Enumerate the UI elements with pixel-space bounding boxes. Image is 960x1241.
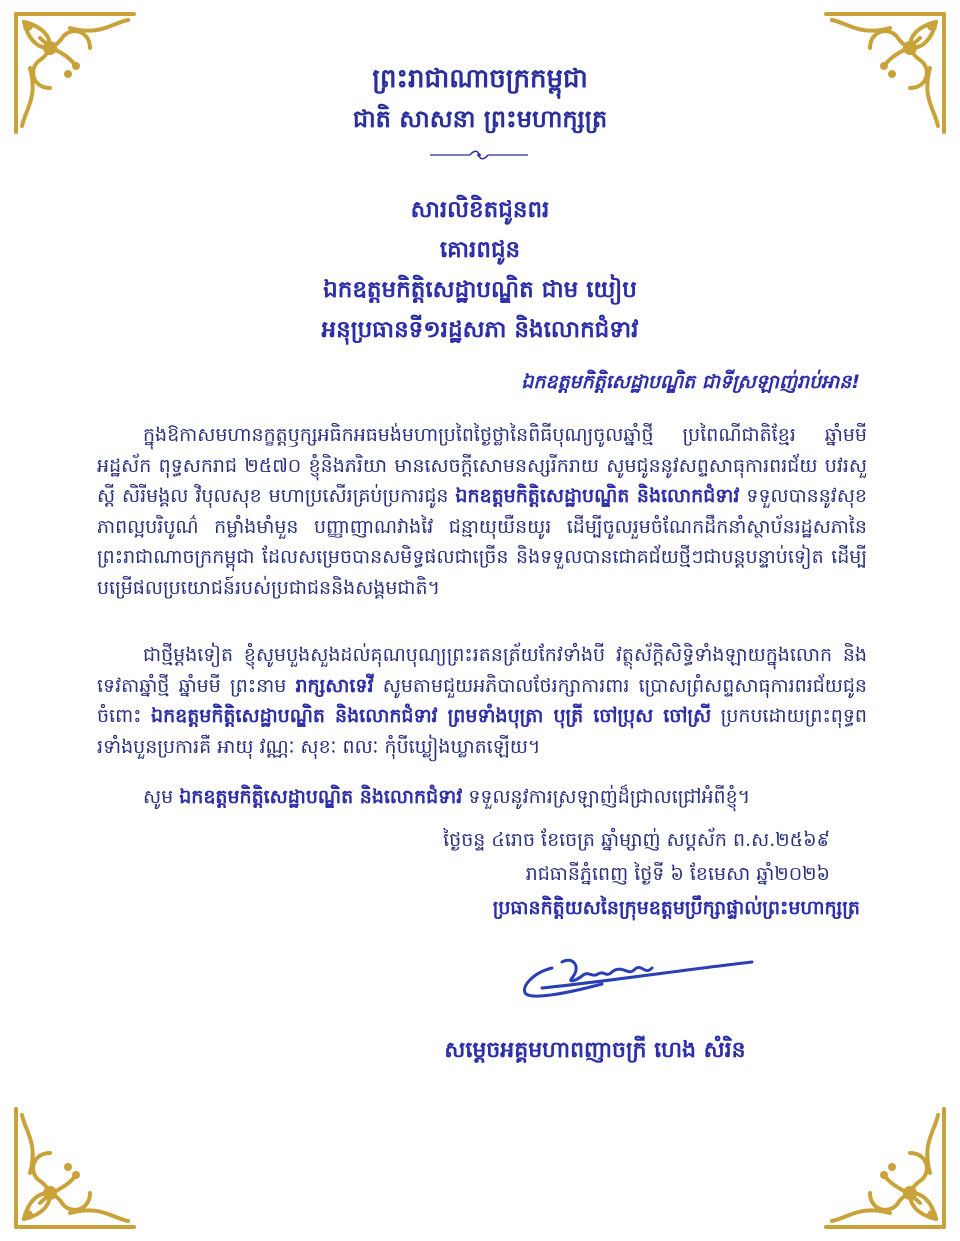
paragraph-1-text-a: ក្នុងឱកាសមហានក្ខត្តឫក្សអធិកអធមង់មហាប្រពៃថ្ងៃថ្លានៃពិធីបុណ្យចូលឆ្នាំថ្មី ប្រពៃណីជាតិខ្មែរ ឆ្នាំមមី អដ្ឋស័ក ពុទ្ធសករាជ ២៥៧០ ខ្ញុំនិងភរិយា មានសេចក្តីសោមនស្សរីករាយ សូមជូននូវសព្ទសាធុការពរជ័យ បវរសួស្តី សិរីមង្គល វិបុលសុខ មហាប្រសើរគ្រប់ប្រការជូន (97, 424, 867, 507)
paragraph-3-text-a: សូម (143, 786, 180, 808)
paragraph-1-highlight: ឯកឧត្តមកិត្តិសេដ្ឋាបណ្ឌិត និងលោកជំទាវ (455, 485, 740, 507)
letter-title: សារលិខិតជូនពរ (410, 197, 550, 223)
paragraph-1-text-b: ទទួលបាននូវសុខភាពល្អបរិបូណ៌ កម្លាំងមាំមួន បញ្ញាញាណវាងវៃ ជន្មាយុយឺនយូរ ដើម្បីចូលរួមចំណែកដឹកនាំស្ថាប័នរដ្ឋសភានៃព្រះរាជាណាចក្រកម្ពុជា ដែលសម្រេចបានសមិទ្ធផលជាច្រើន និងទទួលបានជោគជ័យថ្មីៗជាបន្តបន្ទាប់ទៀត ដើម្បីបម្រើផលប្រយោជន៍របស់ប្រជាជននិងសង្គមជាតិ។ (97, 485, 867, 599)
body-paragraph-2 (97, 640, 867, 762)
solar-date: រាជធានីភ្នំពេញ ថ្ងៃទី ៦ ខែមេសា ឆ្នាំ២០២៦ (525, 863, 830, 885)
corner-ornament-bottom-right (820, 1103, 950, 1233)
recipient-line-1: គោរពជូន (439, 237, 521, 263)
paragraph-2-text-a: ជាថ្មីម្តងទៀត ខ្ញុំសូមបួងសួងដល់គុណបុណ្យព្រះរតនត្រ័យកែវទាំងបី វត្ថុស័ក្តិសិទ្ធិទាំងឡាយក្នុងលោក និងទេវតាឆ្នាំថ្មី ឆ្នាំមមី ព្រះនាម (97, 644, 867, 697)
signer-name: សម្តេចអគ្គមហាពញាចក្រី ហេង សំរិន (444, 1038, 746, 1063)
signer-title: ប្រធានកិត្តិយសនៃក្រុមឧត្តមប្រឹក្សាផ្ទាល់ព្រះមហាក្សត្រ (492, 897, 860, 919)
lunar-date: ថ្ងៃចន្ទ ៤រោច ខែចេត្រ ឆ្នាំម្សាញ់ សប្តស័ក ព.ស.២៥៦៩ (443, 829, 830, 851)
recipient-line-3: អនុប្រធានទី១រដ្ឋសភា និងលោកជំទាវ (321, 317, 639, 343)
recipient-line-2: ឯកឧត្តមកិត្តិសេដ្ឋាបណ្ឌិត ជាម យៀប (323, 277, 637, 303)
paragraph-2-deity-name: រាក្សសាទេវី (295, 674, 374, 697)
paragraph-3-text-b: ទទួលនូវការស្រឡាញ់ដ៏ជ្រាលជ្រៅអំពីខ្ញុំ។ (462, 786, 751, 808)
handwritten-signature (512, 948, 762, 1008)
body-paragraph-3 (143, 782, 867, 813)
paragraph-2-text-b: សូមតាមជួយអភិបាលថែរក្សាការពារ ប្រោសព្រំសព្ទសាធុការពរជ័យជូនចំពោះ (97, 674, 867, 727)
paragraph-2-highlight: ឯកឧត្តមកិត្តិសេដ្ឋាបណ្ឌិត និងលោកជំទាវ ព្រមទាំងបុត្រា បុត្រី ចៅប្រុស ចៅស្រី (151, 705, 712, 727)
header-divider-ornament (430, 150, 528, 160)
kingdom-heading: ព្រះរាជាណាចក្រកម្ពុជា (372, 64, 588, 94)
salutation: ឯកឧត្តមកិត្តិសេដ្ឋាបណ្ឌិត ជាទីស្រឡាញ់រាប់អាន! (521, 371, 860, 393)
motto-heading: ជាតិ សាសនា ព្រះមហាក្សត្រ (352, 105, 608, 133)
body-paragraph-1 (97, 420, 867, 603)
corner-ornament-bottom-left (10, 1103, 140, 1233)
paragraph-3-highlight: ឯកឧត្តមកិត្តិសេដ្ឋាបណ្ឌិត និងលោកជំទាវ (179, 786, 463, 808)
paragraph-2-text-c: ប្រកបដោយព្រះពុទ្ធពរទាំងបួនប្រការគឺ អាយុ វណ្ណៈ សុខៈ ពលៈ កុំបីឃ្លៀងឃ្លាតឡើយ។ (97, 705, 867, 758)
